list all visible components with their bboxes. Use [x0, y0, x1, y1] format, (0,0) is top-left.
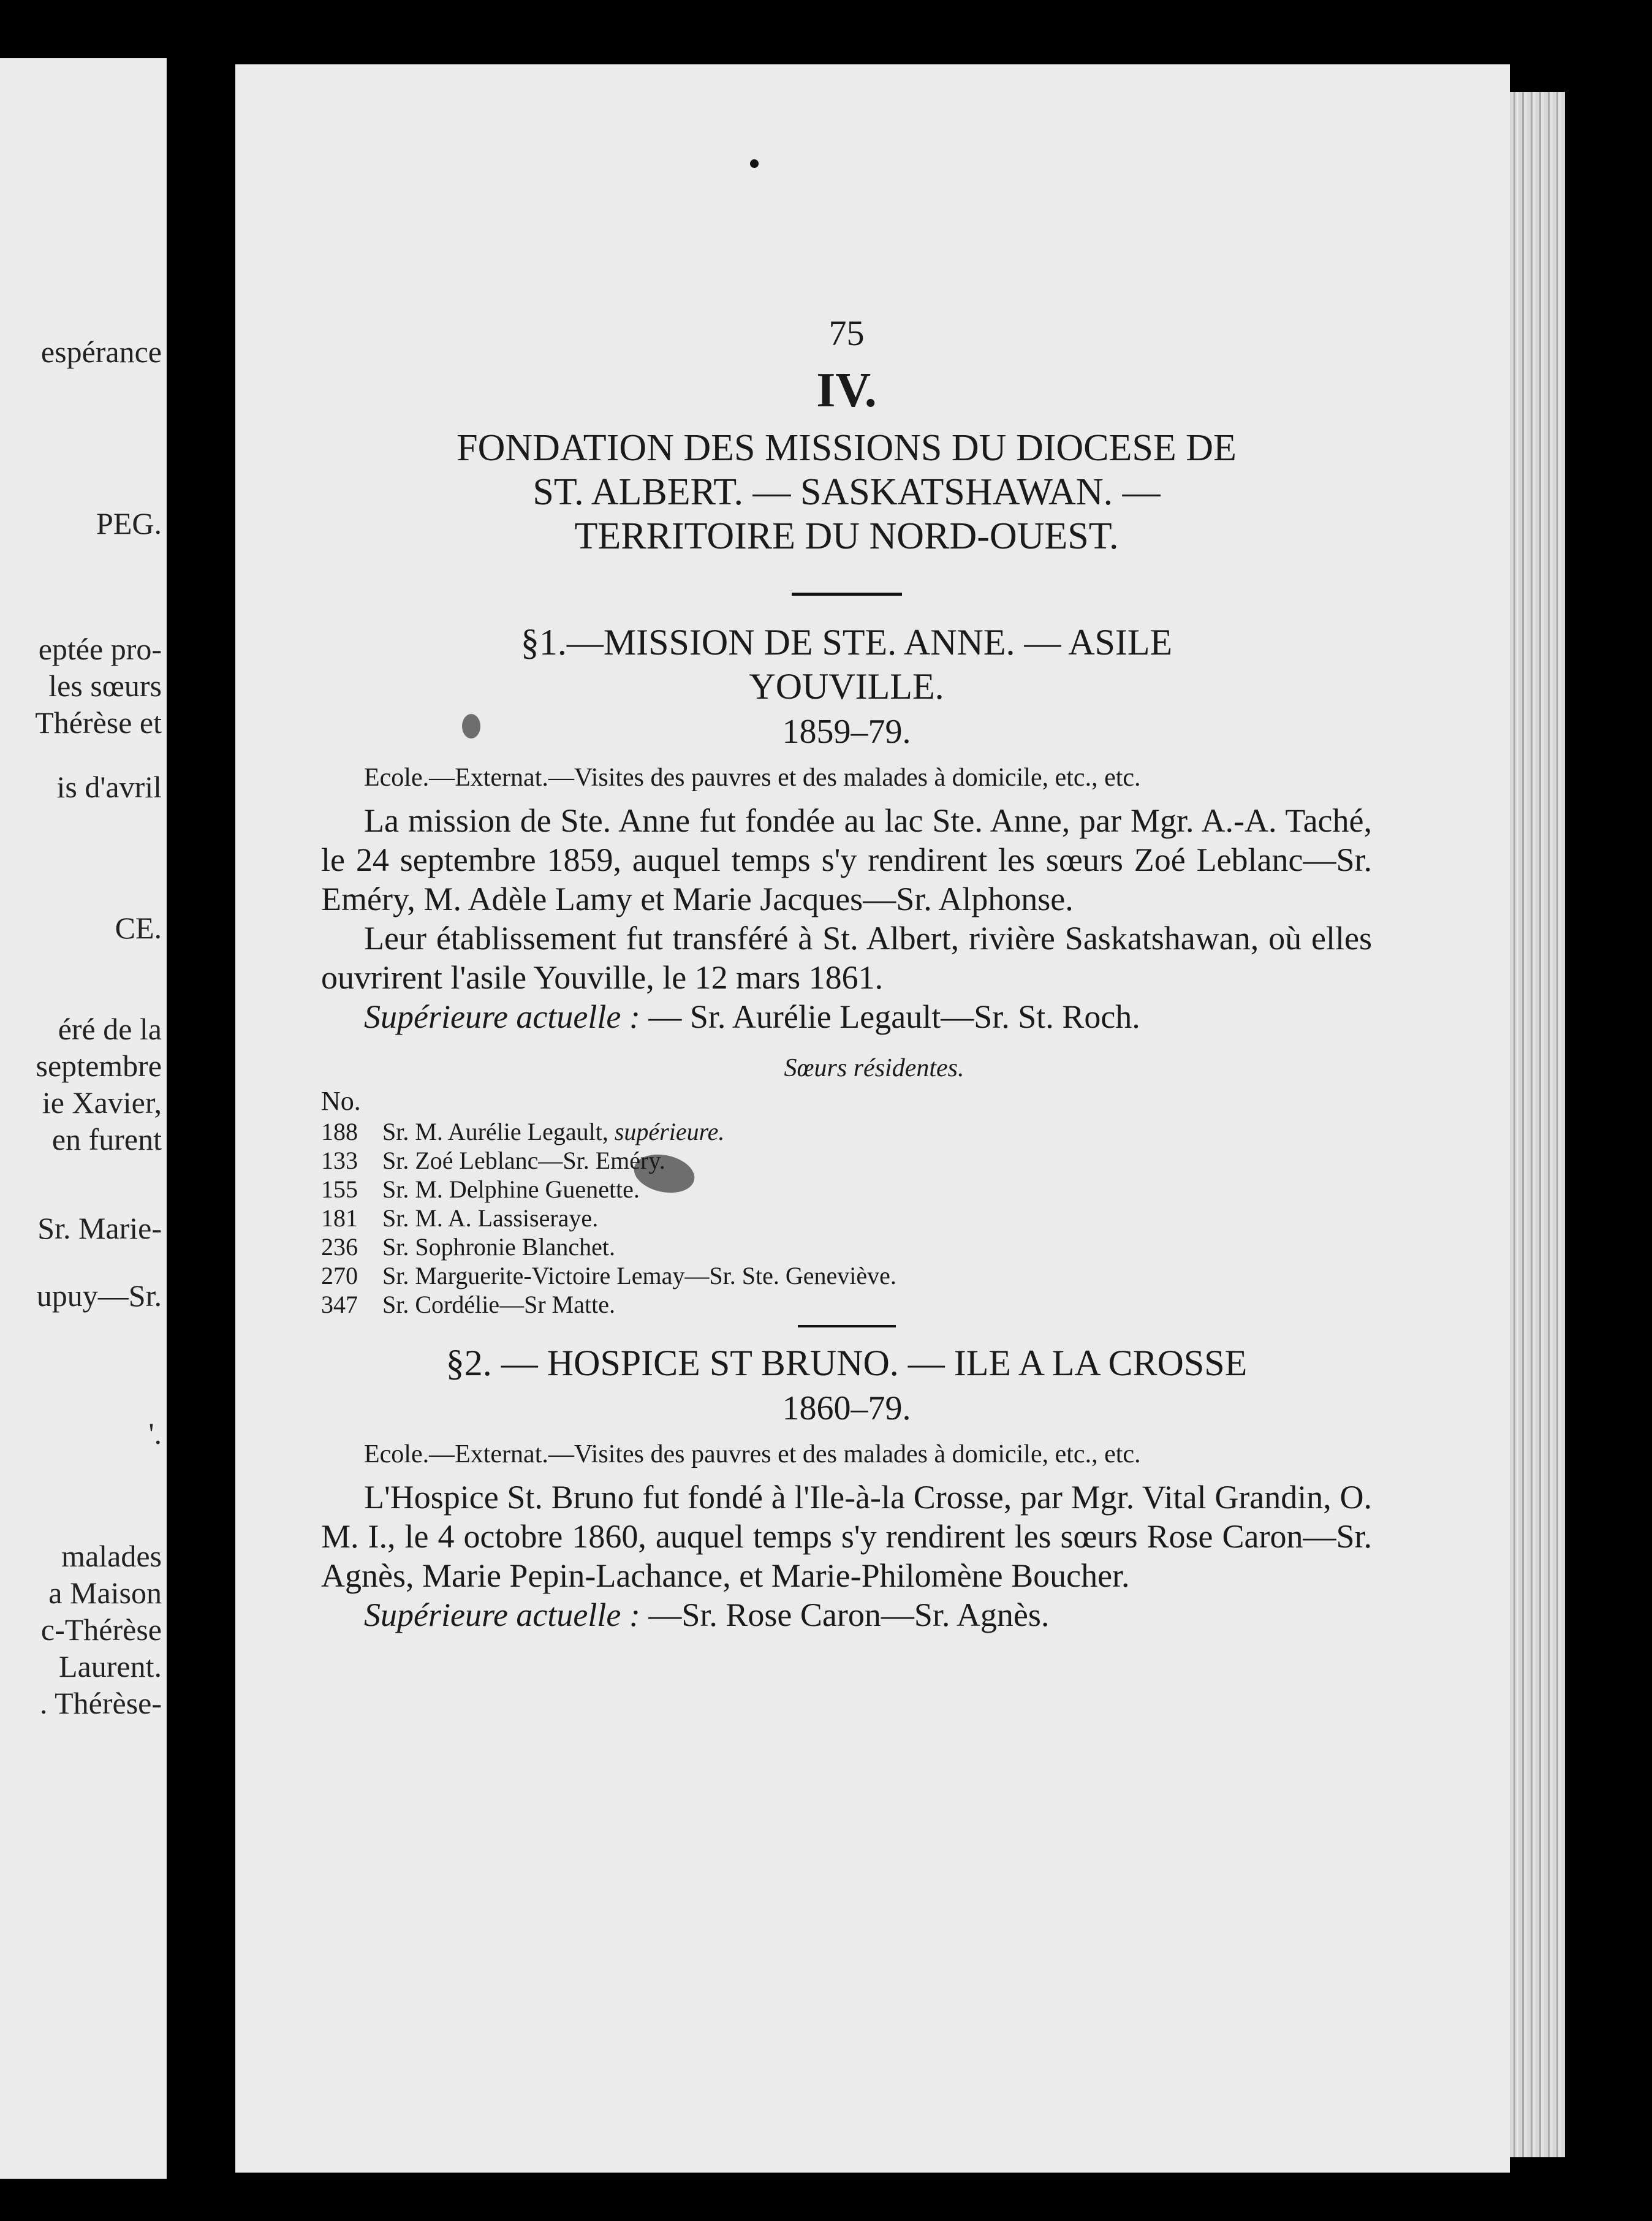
resident-note: supérieure.: [614, 1118, 725, 1145]
left-text-line: Sr. Marie-: [37, 1211, 162, 1245]
page-number: 75: [828, 313, 865, 353]
resident-name: Sr. Sophronie Blanchet.: [382, 1233, 615, 1261]
superior-label: Supérieure actuelle :: [364, 1596, 640, 1633]
left-text-line: septembre: [36, 1049, 162, 1083]
left-text-line: ie Xavier,: [42, 1085, 162, 1120]
resident-name: Sr. Marguerite-Victoire Lemay—Sr. Ste. Geneviève.: [382, 1262, 896, 1289]
list-item: [321, 1204, 1372, 1232]
list-item: [321, 1146, 1372, 1175]
left-text-line: PEG.: [96, 506, 162, 541]
residents-heading: Sœurs résidentes.: [784, 1054, 964, 1082]
list-item: [321, 1232, 1372, 1261]
section-2-superior: [321, 1595, 1372, 1634]
chapter-number: IV.: [816, 363, 877, 417]
section-1-superior: [321, 997, 1372, 1036]
resident-name: Sr. M. Delphine Guenette.: [382, 1175, 640, 1203]
left-text-line: Laurent.: [59, 1649, 162, 1684]
section-1-heading: [321, 620, 1372, 708]
left-text-line: upuy—Sr.: [36, 1278, 162, 1313]
resident-number: 133: [321, 1147, 358, 1174]
heading-line: YOUVILLE.: [749, 666, 944, 707]
resident-name: Sr. Cordélie—Sr Matte.: [382, 1291, 615, 1318]
left-text-line: . Thérèse-: [40, 1686, 162, 1720]
left-text-line: '.: [148, 1416, 162, 1451]
left-text-line: Thérèse et: [35, 705, 162, 740]
title-line: ST. ALBERT. — SASKATSHAWAN. —: [532, 471, 1161, 513]
section-2-heading: §2. — HOSPICE ST BRUNO. — ILE A LA CROSSE: [445, 1343, 1248, 1383]
section-2-note: Ecole.—Externat.—Visites des pauvres et des malades à domicile, etc., etc.: [364, 1440, 1141, 1468]
left-text-line: is d'avril: [56, 770, 162, 804]
left-text-line: éré de la: [58, 1012, 162, 1046]
section-2-dates: 1860–79.: [782, 1389, 911, 1427]
list-item: [321, 1175, 1372, 1204]
superior-value: — Sr. Aurélie Legault—Sr. St. Roch.: [648, 998, 1140, 1035]
left-page-fragment: [0, 58, 167, 2179]
page-content: [321, 239, 1372, 1634]
section-1-paragraph: La mission de Ste. Anne fut fondée au lac Ste. Anne, par Mgr. A.-A. Taché, le 24 septembre 1859, auquel temps s'y rendirent les sœurs Zoé Leblanc—Sr. Eméry, M. Adèle Lamy et Marie Jacques—Sr. Alphonse.: [321, 802, 1372, 917]
divider: [798, 1325, 896, 1327]
resident-number: 236: [321, 1233, 358, 1261]
left-text-line: eptée pro-: [38, 632, 162, 666]
section-2-paragraph: L'Hospice St. Bruno fut fondé à l'Ile-à-la Crosse, par Mgr. Vital Grandin, O. M. I., le 4 octobre 1860, auquel temps s'y rendirent les sœurs Rose Caron—Sr. Agnès, Marie Pepin-Lachance, et Marie-Philomène Boucher.: [321, 1479, 1372, 1594]
page-edges: [1510, 92, 1565, 2157]
resident-number: 181: [321, 1204, 358, 1232]
left-text-line: espérance: [40, 335, 162, 369]
page: [235, 64, 1510, 2173]
title-line: TERRITOIRE DU NORD-OUEST.: [574, 515, 1119, 557]
ink-dot: [750, 159, 759, 168]
left-text-line: a Maison: [48, 1576, 162, 1610]
superior-label: Supérieure actuelle :: [364, 998, 640, 1035]
resident-name: Sr. M. Aurélie Legault,: [382, 1118, 608, 1145]
resident-name: Sr. Zoé Leblanc—Sr. Eméry.: [382, 1147, 665, 1174]
heading-line: §1.—MISSION DE STE. ANNE. — ASILE: [520, 622, 1173, 663]
left-text-line: c-Thérèse: [40, 1612, 162, 1647]
divider: [792, 593, 902, 596]
resident-number: 347: [321, 1291, 358, 1318]
chapter-title: [321, 426, 1372, 558]
number-column-label: No.: [321, 1086, 361, 1116]
list-item: [321, 1117, 1372, 1146]
list-item: [321, 1290, 1372, 1319]
resident-number: 188: [321, 1118, 358, 1145]
resident-number: 270: [321, 1262, 358, 1289]
list-item: [321, 1261, 1372, 1290]
residents-list: [321, 1117, 1372, 1319]
section-1-dates: 1859–79.: [782, 713, 911, 751]
left-text-line: malades: [61, 1539, 162, 1573]
resident-number: 155: [321, 1175, 358, 1203]
resident-name: Sr. M. A. Lassiseraye.: [382, 1204, 599, 1232]
title-line: FONDATION DES MISSIONS DU DIOCESE DE: [457, 427, 1237, 469]
left-text-line: les sœurs: [48, 669, 162, 703]
superior-value: —Sr. Rose Caron—Sr. Agnès.: [648, 1596, 1050, 1633]
left-text-line: en furent: [51, 1122, 162, 1156]
section-1-note: Ecole.—Externat.—Visites des pauvres et des malades à domicile, etc., etc.: [364, 764, 1141, 792]
left-text-line: CE.: [115, 911, 162, 945]
book-gutter: [167, 0, 235, 2221]
section-1-paragraph: Leur établissement fut transféré à St. Albert, rivière Saskatshawan, où elles ouvrirent l'asile Youville, le 12 mars 1861.: [321, 920, 1372, 996]
